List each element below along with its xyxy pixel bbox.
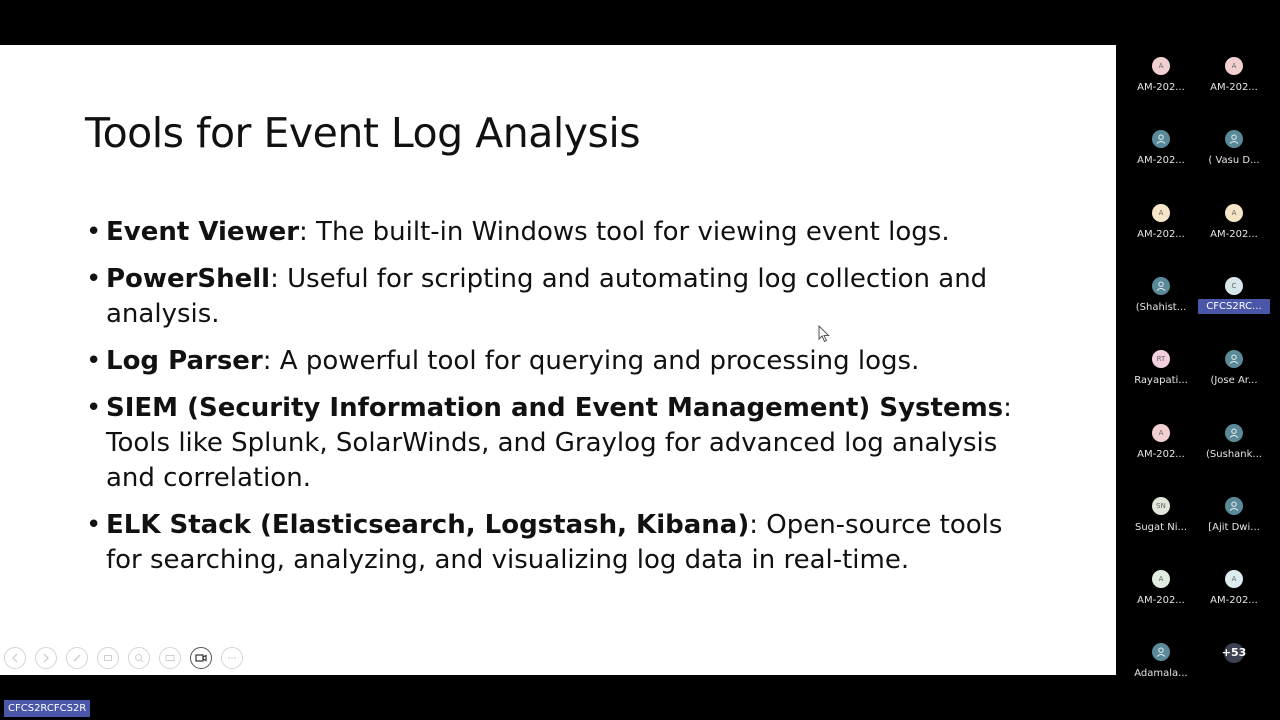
bullet-item [86,391,1046,496]
participant-tile[interactable] [1124,57,1198,117]
person-icon [1152,130,1170,148]
participant-name: AM-202... [1210,595,1258,607]
participant-avatar: A [1152,57,1170,75]
participant-avatar: A [1152,570,1170,588]
participant-name: Adamala... [1134,668,1188,680]
bullet-text: : Open-source tools for searching, analyzing, and visualizing log data in real-time. [106,510,1003,575]
bullet-item [86,262,1046,332]
person-icon [1152,277,1170,295]
bullet-text: : Useful for scripting and automating log collection and analysis. [106,264,988,329]
participant-tile[interactable] [1197,497,1271,557]
participant-tile[interactable] [1124,130,1198,190]
participant-tile[interactable] [1197,277,1271,337]
participant-name: AM-202... [1210,228,1258,240]
bullet-term: PowerShell [106,264,271,294]
participant-avatar: A [1152,424,1170,442]
mouse-cursor-icon [818,325,830,343]
participant-avatar: RT [1152,350,1170,368]
participant-tile[interactable] [1197,130,1271,190]
bullet-text: : A powerful tool for querying and processing logs. [262,346,920,376]
participant-tile[interactable] [1124,570,1198,630]
bullet-item [86,344,1046,379]
bullet-term: SIEM (Security Information and Event Management) Systems [106,393,1004,423]
bullet-text: : Tools like Splunk, SolarWinds, and Graylog for advanced log analysis and correlation. [106,393,1012,493]
more-icon[interactable] [221,647,243,669]
more-participants-button[interactable] [1197,643,1271,703]
previous-icon[interactable] [4,647,26,669]
person-icon [1225,497,1243,515]
person-icon [1225,350,1243,368]
participant-tile[interactable] [1197,57,1271,117]
participant-name: ( Vasu D... [1208,155,1260,167]
participant-name: (Shahist... [1135,301,1187,313]
pen-icon[interactable] [66,647,88,669]
participant-name: AM-202... [1137,595,1185,607]
participant-name: AM-202... [1137,228,1185,240]
participant-name: [Ajit Dwi... [1208,521,1260,533]
participant-avatar: C [1225,277,1243,295]
bullet-term: Log Parser [106,346,263,376]
participant-avatar: A [1225,570,1243,588]
next-icon[interactable] [35,647,57,669]
bullet-dot: • [86,510,102,540]
participant-name: AM-202... [1210,82,1258,93]
bullet-dot: • [86,264,102,294]
bullet-dot: • [86,217,102,247]
person-icon [1225,424,1243,442]
bullet-text: : The built-in Windows tool for viewing event logs. [299,217,950,247]
participant-tile[interactable] [1124,204,1198,264]
more-participants-count [1221,643,1247,663]
participant-tile[interactable] [1124,497,1198,557]
participant-tile[interactable] [1124,350,1198,410]
participant-avatar: A [1152,204,1170,222]
participant-tile[interactable] [1197,204,1271,264]
participant-tile[interactable] [1124,424,1198,484]
participant-name: AM-202... [1137,448,1185,460]
presentation-slide [0,45,1116,675]
participant-avatar: SN [1152,497,1170,515]
participant-tile[interactable] [1124,643,1198,703]
bullet-term: ELK Stack (Elasticsearch, Logstash, Kibana) [106,510,750,540]
participant-tile[interactable] [1197,570,1271,630]
bullet-dot: • [86,393,102,423]
slide-title: Tools for Event Log Analysis [85,109,641,157]
person-icon [1225,130,1243,148]
more-participants-label: +53 [1221,646,1247,660]
subtitles-icon[interactable] [159,647,181,669]
bullet-term: Event Viewer [106,217,300,247]
slideshow-toolbar [4,647,243,669]
bullet-dot: • [86,346,102,376]
participants-panel [1116,45,1280,695]
camera-icon[interactable] [190,647,212,669]
participant-name: Sugat Ni... [1134,521,1188,533]
bullet-list [86,215,1046,590]
participant-avatar: A [1225,57,1243,75]
participant-tile[interactable] [1124,277,1198,337]
participant-name: (Jose Ar... [1210,375,1258,387]
person-icon [1152,643,1170,661]
participant-avatar: A [1225,204,1243,222]
participant-tile[interactable] [1197,424,1271,484]
bullet-item [86,508,1046,578]
participant-name: (Sushank... [1206,448,1262,460]
participant-name: CFCS2RC... [1198,299,1270,314]
bullet-item [86,215,1046,250]
participant-tile[interactable] [1197,350,1271,410]
participant-name: AM-202... [1137,155,1185,167]
participant-name: Rayapati... [1134,375,1188,387]
participant-name: AM-202... [1137,82,1185,93]
slides-icon[interactable] [97,647,119,669]
presenter-label: CFCS2RCFCS2R [4,700,90,717]
zoom-icon[interactable] [128,647,150,669]
